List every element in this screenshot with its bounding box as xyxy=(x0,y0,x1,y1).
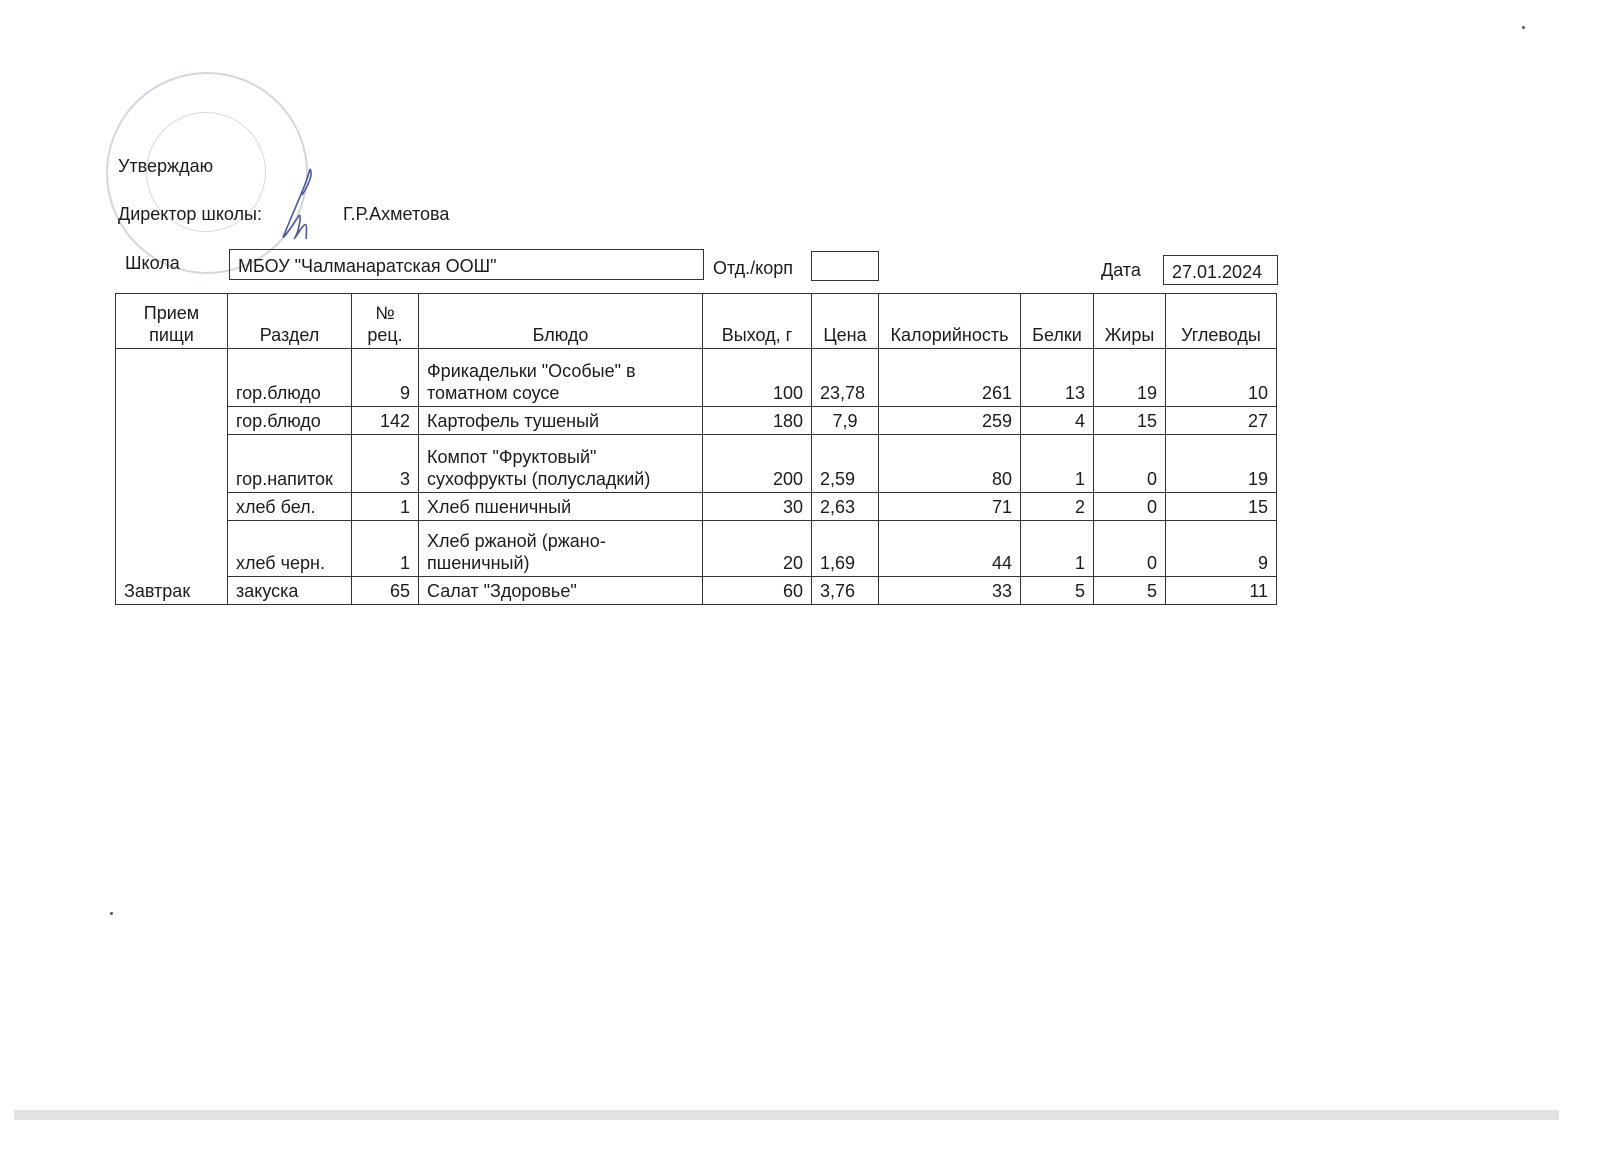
cell-dish-line: Фрикадельки "Особые" в xyxy=(427,361,636,381)
cell-output: 20 xyxy=(703,521,812,577)
cell-carbs: 9 xyxy=(1166,521,1277,577)
table-row xyxy=(116,349,1277,407)
cell-output: 60 xyxy=(703,577,812,605)
cell-calories: 71 xyxy=(879,493,1021,521)
cell-recipe: 3 xyxy=(352,435,419,493)
cell-protein: 13 xyxy=(1021,349,1094,407)
table-row xyxy=(116,435,1277,493)
header-protein: Белки xyxy=(1021,294,1094,349)
cell-protein: 1 xyxy=(1021,521,1094,577)
director-label: Директор школы: xyxy=(118,204,262,224)
table-row xyxy=(116,407,1277,435)
cell-recipe: 65 xyxy=(352,577,419,605)
director-signature xyxy=(270,165,330,247)
cell-fat: 19 xyxy=(1094,349,1166,407)
cell-section: хлеб бел. xyxy=(228,493,352,521)
cell-section: гор.блюдо xyxy=(228,349,352,407)
cell-price: 7,9 xyxy=(812,407,879,435)
cell-carbs: 10 xyxy=(1166,349,1277,407)
cell-output: 30 xyxy=(703,493,812,521)
school-field: МБОУ "Чалманаратская ООШ" xyxy=(229,249,704,280)
cell-dish xyxy=(419,493,703,521)
school-label: Школа xyxy=(125,253,180,273)
cell-price: 23,78 xyxy=(812,349,879,407)
cell-dish xyxy=(419,435,703,493)
cell-output: 180 xyxy=(703,407,812,435)
cell-price: 1,69 xyxy=(812,521,879,577)
approve-label: Утверждаю xyxy=(118,156,214,176)
meal-name: Завтрак xyxy=(116,349,228,605)
cell-price: 2,63 xyxy=(812,493,879,521)
cell-recipe: 1 xyxy=(352,493,419,521)
cell-carbs: 15 xyxy=(1166,493,1277,521)
cell-fat: 0 xyxy=(1094,493,1166,521)
menu-table xyxy=(115,293,1277,605)
cell-price: 3,76 xyxy=(812,577,879,605)
table-row xyxy=(116,493,1277,521)
cell-fat: 15 xyxy=(1094,407,1166,435)
director-name: Г.Р.Ахметова xyxy=(343,204,450,224)
header-recipe xyxy=(352,294,419,349)
cell-calories: 33 xyxy=(879,577,1021,605)
scan-dot xyxy=(1522,26,1525,29)
scan-dot xyxy=(110,912,113,915)
cell-recipe: 9 xyxy=(352,349,419,407)
cell-dish xyxy=(419,349,703,407)
cell-dish-line: сухофрукты (полусладкий) xyxy=(427,469,651,489)
header-dish: Блюдо xyxy=(419,294,703,349)
cell-section: хлеб черн. xyxy=(228,521,352,577)
cell-protein: 2 xyxy=(1021,493,1094,521)
header-meal-line2: пищи xyxy=(149,325,194,345)
cell-recipe: 1 xyxy=(352,521,419,577)
date-field: 27.01.2024 xyxy=(1163,255,1278,285)
cell-price: 2,59 xyxy=(812,435,879,493)
header-section: Раздел xyxy=(228,294,352,349)
table-row xyxy=(116,577,1277,605)
header-meal xyxy=(116,294,228,349)
cell-dish-line: Хлеб ржаной (ржано- xyxy=(427,531,606,551)
cell-fat: 0 xyxy=(1094,435,1166,493)
dept-field xyxy=(811,251,879,281)
cell-calories: 259 xyxy=(879,407,1021,435)
cell-carbs: 11 xyxy=(1166,577,1277,605)
cell-calories: 261 xyxy=(879,349,1021,407)
cell-fat: 5 xyxy=(1094,577,1166,605)
cell-fat: 0 xyxy=(1094,521,1166,577)
cell-dish-line: Хлеб пшеничный xyxy=(427,497,572,517)
cell-output: 100 xyxy=(703,349,812,407)
header-price: Цена xyxy=(812,294,879,349)
cell-dish-line: томатном соусе xyxy=(427,383,560,403)
header-recipe-line1: № xyxy=(375,303,395,323)
header-fat: Жиры xyxy=(1094,294,1166,349)
cell-dish xyxy=(419,577,703,605)
cell-dish xyxy=(419,521,703,577)
header-recipe-line2: рец. xyxy=(367,325,403,345)
cell-section: закуска xyxy=(228,577,352,605)
dept-label: Отд./корп xyxy=(713,258,793,278)
header-carbs: Углеводы xyxy=(1166,294,1277,349)
header-meal-line1: Прием xyxy=(143,303,200,323)
cell-dish-line: пшеничный) xyxy=(427,553,530,573)
table-row xyxy=(116,521,1277,577)
header-output: Выход, г xyxy=(703,294,812,349)
table-header-row xyxy=(116,294,1277,349)
cell-protein: 5 xyxy=(1021,577,1094,605)
cell-dish-line: Компот "Фруктовый" xyxy=(427,447,597,467)
cell-protein: 4 xyxy=(1021,407,1094,435)
date-label: Дата xyxy=(1101,260,1141,280)
cell-carbs: 19 xyxy=(1166,435,1277,493)
cell-protein: 1 xyxy=(1021,435,1094,493)
cell-calories: 44 xyxy=(879,521,1021,577)
cell-dish xyxy=(419,407,703,435)
cell-dish-line: Салат "Здоровье" xyxy=(427,581,577,601)
cell-dish-line: Картофель тушеный xyxy=(427,411,600,431)
cell-calories: 80 xyxy=(879,435,1021,493)
cell-recipe: 142 xyxy=(352,407,419,435)
cell-output: 200 xyxy=(703,435,812,493)
cell-section: гор.напиток xyxy=(228,435,352,493)
scan-edge xyxy=(14,1110,1559,1120)
header-calories: Калорийность xyxy=(879,294,1021,349)
cell-carbs: 27 xyxy=(1166,407,1277,435)
cell-section: гор.блюдо xyxy=(228,407,352,435)
